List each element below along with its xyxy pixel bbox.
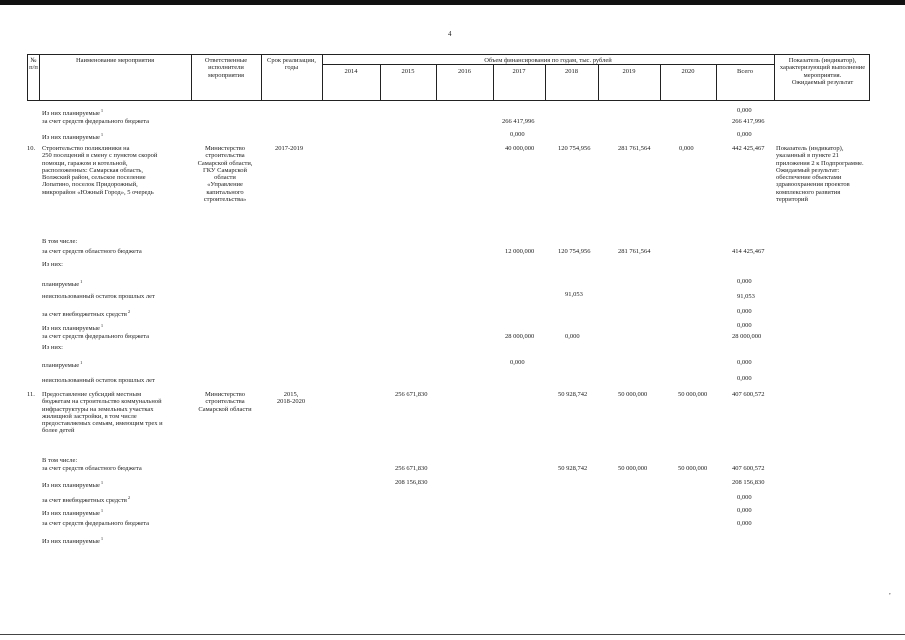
total-cell: 0,000 bbox=[737, 278, 752, 285]
total-cell: 0,000 bbox=[737, 308, 752, 315]
cell-2018: 50 928,742 bbox=[558, 391, 588, 398]
total-cell: 266 417,996 bbox=[732, 118, 765, 125]
bottom-scan-border bbox=[0, 634, 905, 635]
row-label: неиспользованный остаток прошлых лет bbox=[42, 293, 155, 300]
row-label: планируемые$^1$ bbox=[42, 360, 83, 369]
row-label: за счет средств федерального бюджета bbox=[42, 520, 150, 527]
item-period: 2017-2019 bbox=[275, 145, 304, 152]
cell-2017: 28 000,000 bbox=[505, 333, 535, 340]
header-num: № п/п bbox=[29, 57, 38, 72]
row-label: Из них планируемые$^1$ bbox=[42, 480, 104, 489]
row-label: Из них: bbox=[42, 344, 63, 351]
bottom-mark: , bbox=[889, 588, 891, 596]
total-cell: 0,000 bbox=[737, 107, 752, 114]
cell-2017: 266 417,996 bbox=[502, 118, 535, 125]
row-label: за счет средств областного бюджета bbox=[42, 248, 142, 255]
top-scan-border bbox=[0, 0, 905, 5]
header-year-2016: 2016 bbox=[458, 68, 471, 75]
row-label: Из них планируемые$^1$ bbox=[42, 508, 104, 517]
row-label: за счет внебюджетных средств$^2$ bbox=[42, 495, 131, 504]
cell-2015: 256 671,830 bbox=[395, 465, 428, 472]
row-label: за счет средств федерального бюджета bbox=[42, 118, 150, 125]
header-funding: Объем финансирования по годам, тыс. рублей bbox=[484, 57, 612, 64]
total-cell: 28 000,000 bbox=[732, 333, 762, 340]
page-mark: 4 bbox=[448, 30, 452, 38]
header-year-2019: 2019 bbox=[622, 68, 636, 75]
item-number: 11. bbox=[27, 391, 35, 398]
item-name: Предоставление субсидий местным бюджетам на строительство коммунальной инфраструктуры на земельных участках жилищной застройки, в том числе предоставляемых семьям, имеющим трех и более детей bbox=[42, 391, 163, 435]
row-label: планируемые$^1$ bbox=[42, 279, 83, 288]
row-label: за счет внебюджетных средств$^2$ bbox=[42, 309, 131, 318]
row-label: Из них планируемые$^1$ bbox=[42, 536, 104, 545]
total-cell: 0,000 bbox=[737, 131, 752, 138]
cell-2017: 0,000 bbox=[510, 131, 525, 138]
total-cell: 414 425,467 bbox=[732, 248, 765, 255]
item-period: 2015, 2018-2020 bbox=[276, 391, 306, 406]
cell-2017: 40 000,000 bbox=[505, 145, 535, 152]
total-cell: 91,053 bbox=[737, 293, 755, 300]
cell-2018: 120 754,956 bbox=[558, 145, 591, 152]
item-number: 10. bbox=[27, 145, 36, 152]
row-label: Из них планируемые$^1$ bbox=[42, 108, 104, 117]
cell-2015: 256 671,830 bbox=[395, 391, 428, 398]
header-indicator: Показатель (индикатор), характеризующий выполнение мероприятия. Ожидаемый результат bbox=[779, 57, 866, 86]
cell-2019: 281 761,564 bbox=[618, 145, 651, 152]
total-cell: 0,000 bbox=[737, 507, 752, 514]
row-label: за счет средств федерального бюджета bbox=[42, 333, 150, 340]
table-header bbox=[27, 54, 870, 101]
cell-2017: 0,000 bbox=[510, 359, 525, 366]
cell-2019: 281 761,564 bbox=[618, 248, 651, 255]
cell-2020: 0,000 bbox=[679, 145, 694, 152]
row-label: за счет средств областного бюджета bbox=[42, 465, 142, 472]
header-period: Срок реализации, годы bbox=[266, 57, 316, 72]
cell-2018: 0,000 bbox=[565, 333, 580, 340]
total-cell: 407 600,572 bbox=[732, 465, 765, 472]
item-executors: Министерство строительства Самарской области bbox=[198, 391, 252, 413]
total-cell: 208 156,830 bbox=[732, 479, 765, 486]
header-executors: Ответственные исполнители мероприятия bbox=[204, 57, 248, 79]
total-cell: 0,000 bbox=[737, 494, 752, 501]
header-year-2014: 2014 bbox=[344, 68, 358, 75]
row-label: Из них: bbox=[42, 261, 63, 268]
cell-2020: 50 000,000 bbox=[678, 391, 708, 398]
row-label: В том числе: bbox=[42, 238, 78, 245]
header-total: Всего bbox=[737, 68, 753, 75]
header-name: Наименование мероприятия bbox=[75, 57, 155, 64]
total-cell: 0,000 bbox=[737, 322, 752, 329]
total-cell: 407 600,572 bbox=[732, 391, 765, 398]
row-label: Из них планируемые$^1$ bbox=[42, 132, 104, 141]
item-name: Строительство поликлиники на 250 посещений в смену с пунктом скорой помощи, гаражом и котельной, расположенных: Самарская область, Волжский район, сельское поселение Лопатино, поселок Придорожный, микрорайон «Южный Город», 5 очередь bbox=[42, 145, 158, 196]
cell-2018: 50 928,742 bbox=[558, 465, 588, 472]
header-year-2018: 2018 bbox=[565, 68, 578, 75]
header-year-2020: 2020 bbox=[681, 68, 695, 75]
total-cell: 442 425,467 bbox=[732, 145, 765, 152]
cell-2015: 208 156,830 bbox=[395, 479, 428, 486]
cell-2018: 91,053 bbox=[565, 291, 583, 298]
row-label: Из них планируемые$^1$ bbox=[42, 323, 104, 332]
item-executors: Министерство строительства Самарской области, ГКУ Самарской области «Управление капитального строительства» bbox=[197, 145, 253, 204]
cell-2019: 50 000,000 bbox=[618, 391, 648, 398]
total-cell: 0,000 bbox=[737, 359, 752, 366]
row-label: неиспользованный остаток прошлых лет bbox=[42, 377, 155, 384]
header-year-2015: 2015 bbox=[401, 68, 415, 75]
item-indicator: Показатель (индикатор), указанный в пункте 21 приложения 2 к Подпрограмме. Ожидаемый результат: обеспечение объектами здравоохранения проектов комплексного развития территорий bbox=[776, 145, 864, 204]
row-label: В том числе: bbox=[42, 457, 78, 464]
cell-2018: 120 754,956 bbox=[558, 248, 591, 255]
cell-2019: 50 000,000 bbox=[618, 465, 648, 472]
cell-2017: 12 000,000 bbox=[505, 248, 535, 255]
total-cell: 0,000 bbox=[737, 520, 752, 527]
cell-2020: 50 000,000 bbox=[678, 465, 708, 472]
total-cell: 0,000 bbox=[737, 375, 752, 382]
header-year-2017: 2017 bbox=[512, 68, 526, 75]
